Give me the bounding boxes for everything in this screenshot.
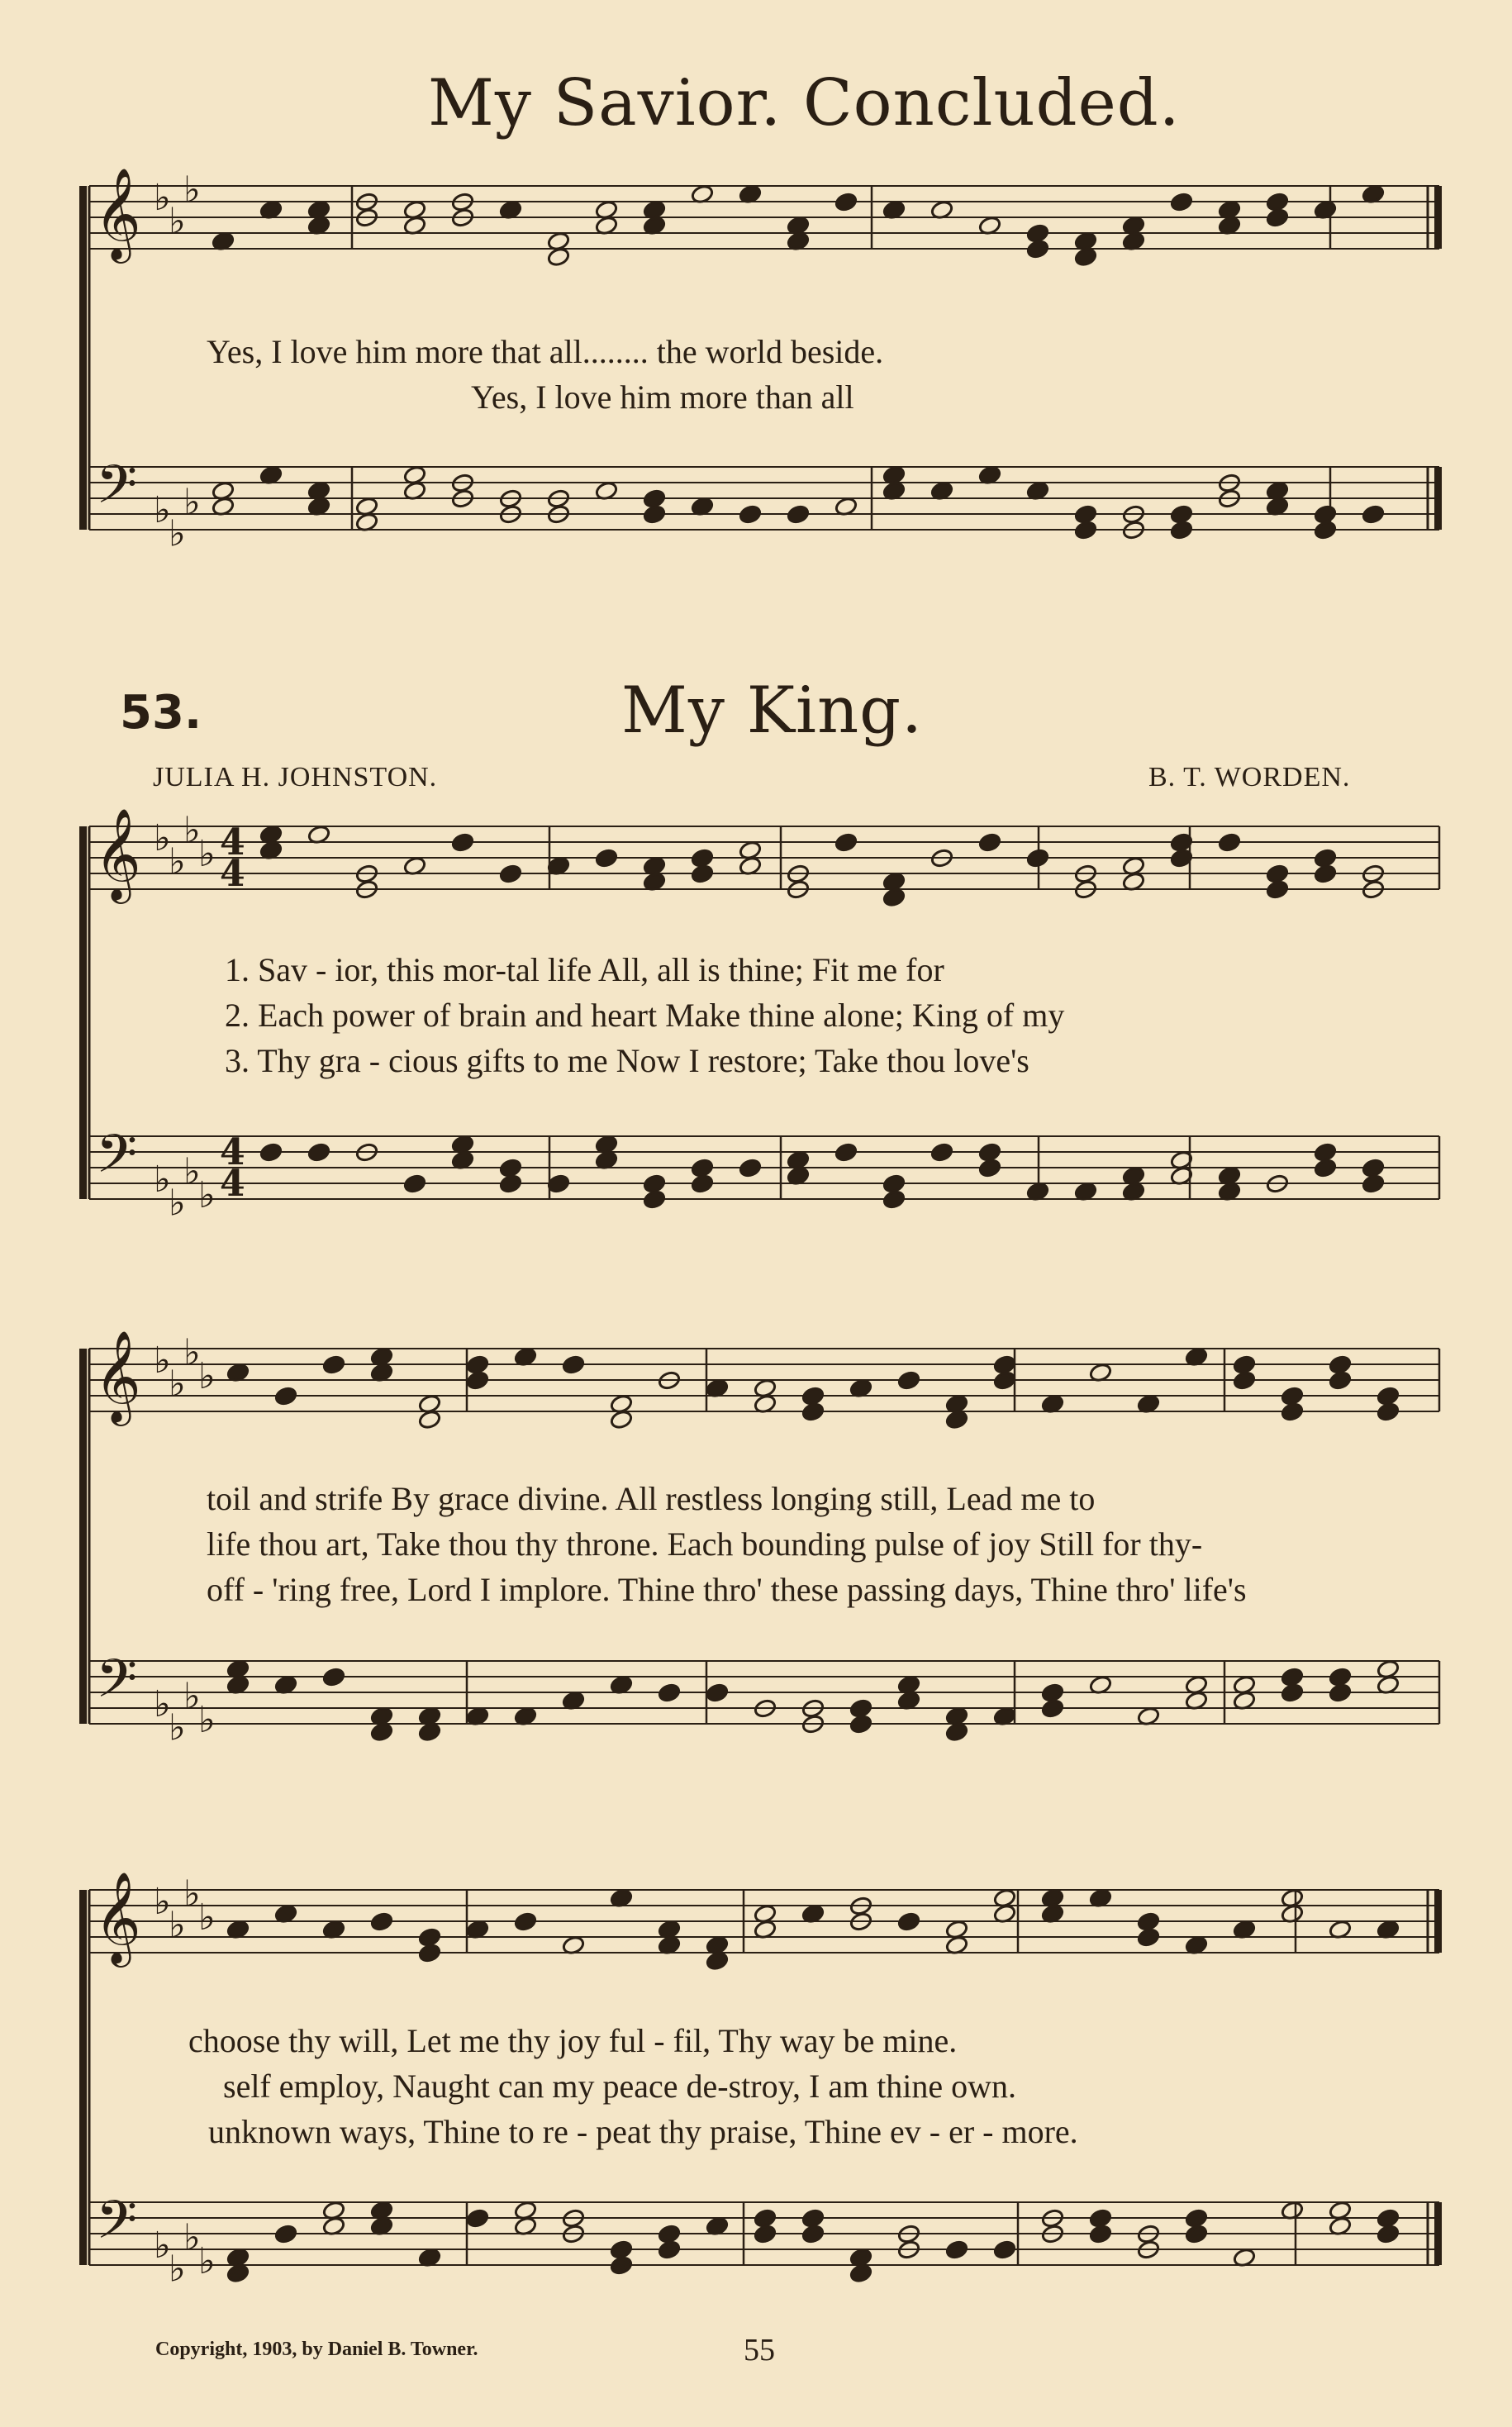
note-head bbox=[610, 1410, 634, 1430]
note-head bbox=[595, 848, 619, 868]
note-head bbox=[897, 1370, 921, 1391]
note-head bbox=[1314, 520, 1338, 540]
note-head bbox=[834, 192, 858, 212]
note-head bbox=[322, 1354, 346, 1375]
treble-clef-icon: 𝄞 bbox=[94, 1330, 141, 1422]
flat-sign: ♭ bbox=[169, 200, 186, 243]
flat-sign: ♭ bbox=[183, 1873, 201, 1915]
flat-sign: ♭ bbox=[198, 1355, 216, 1397]
flat-sign: ♭ bbox=[183, 1331, 201, 1374]
bass-clef-icon: 𝄢 bbox=[96, 1649, 138, 1723]
note-head bbox=[993, 2239, 1017, 2260]
note-head bbox=[978, 1158, 1002, 1178]
note-head bbox=[706, 1951, 730, 1972]
note-head bbox=[466, 1370, 490, 1391]
hymn-number: 53. bbox=[120, 686, 202, 740]
note-head bbox=[801, 2224, 825, 2244]
continuation-title: My Savior. Concluded. bbox=[428, 66, 1181, 140]
system-bracket bbox=[79, 1349, 87, 1724]
treble-clef-icon: 𝄞 bbox=[94, 807, 141, 900]
verse1-line1: 1. Sav - ior, this mor-tal life All, all is thine; Fit me for bbox=[225, 951, 944, 988]
note-head bbox=[1362, 504, 1386, 525]
note-head bbox=[1376, 2224, 1400, 2244]
flat-sign: ♭ bbox=[183, 809, 201, 852]
flat-sign: ♭ bbox=[154, 2225, 171, 2267]
final-barline bbox=[1434, 1890, 1442, 1953]
hymn-title: My King. bbox=[621, 673, 923, 748]
flat-sign: ♭ bbox=[169, 2248, 186, 2291]
flat-sign: ♭ bbox=[169, 512, 186, 555]
note-head bbox=[451, 832, 475, 853]
verse2-line1: 2. Each power of brain and heart Make thine alone; King of my bbox=[225, 997, 1065, 1034]
flat-sign: ♭ bbox=[198, 1174, 216, 1216]
note-head bbox=[274, 2224, 298, 2244]
treble-clef-icon: 𝄞 bbox=[94, 167, 141, 259]
note-head bbox=[1041, 1698, 1065, 1719]
note-head bbox=[1266, 879, 1290, 900]
system-bracket bbox=[79, 186, 87, 530]
note-head bbox=[1218, 832, 1242, 853]
note-head bbox=[1266, 207, 1290, 228]
note-head bbox=[1074, 520, 1098, 540]
note-head bbox=[1170, 192, 1194, 212]
time-signature: 4 bbox=[220, 1131, 245, 1173]
note-head bbox=[643, 1189, 667, 1210]
note-head bbox=[993, 1370, 1017, 1391]
flat-sign: ♭ bbox=[154, 1340, 171, 1382]
note-head bbox=[897, 1911, 921, 1932]
note-head bbox=[739, 1158, 763, 1178]
note-head bbox=[945, 2239, 969, 2260]
flat-sign: ♭ bbox=[198, 1896, 216, 1939]
note-head bbox=[226, 2263, 250, 2284]
note-head bbox=[691, 1173, 715, 1194]
final-barline bbox=[1434, 2202, 1442, 2265]
note-head bbox=[658, 1682, 682, 1703]
verse2-line2: life thou art, Take thou thy throne. Each bounding pulse of joy Still for thy- bbox=[207, 1525, 1203, 1563]
note-head bbox=[658, 2239, 682, 2260]
copyright-notice: Copyright, 1903, by Daniel B. Towner. bbox=[155, 2339, 478, 2360]
flat-sign: ♭ bbox=[169, 1363, 186, 1406]
flat-sign: ♭ bbox=[154, 1881, 171, 1923]
flat-sign: ♭ bbox=[169, 1904, 186, 1947]
note-head bbox=[418, 1943, 442, 1963]
time-signature: 4 bbox=[220, 821, 245, 864]
flat-sign: ♭ bbox=[183, 1150, 201, 1193]
savior-lyric-line-1: Yes, I love him more that all........ the world beside. bbox=[207, 333, 884, 370]
note-head bbox=[1314, 864, 1338, 884]
note-head bbox=[882, 888, 906, 908]
bass-clef-icon: 𝄢 bbox=[96, 2190, 138, 2264]
system-bracket bbox=[79, 1890, 87, 2265]
note-head bbox=[1376, 1401, 1400, 1422]
note-head bbox=[834, 1142, 858, 1163]
flat-sign: ♭ bbox=[198, 2240, 216, 2282]
note-head bbox=[370, 1911, 394, 1932]
note-head bbox=[1137, 1927, 1161, 1948]
note-head bbox=[849, 2263, 873, 2284]
hymn-author: JULIA H. JOHNSTON. bbox=[153, 762, 438, 792]
note-head bbox=[322, 1667, 346, 1687]
note-head bbox=[259, 1142, 283, 1163]
note-head bbox=[691, 864, 715, 884]
flat-sign: ♭ bbox=[198, 833, 216, 875]
note-head bbox=[1026, 239, 1050, 259]
note-head bbox=[643, 504, 667, 525]
note-head bbox=[418, 1722, 442, 1743]
note-head bbox=[1329, 1370, 1353, 1391]
note-head bbox=[403, 1173, 427, 1194]
flat-sign: ♭ bbox=[183, 1675, 201, 1718]
flat-sign: ♭ bbox=[169, 1706, 186, 1749]
bass-clef-icon: 𝄢 bbox=[96, 454, 138, 529]
final-barline bbox=[1434, 467, 1442, 530]
note-head bbox=[1314, 1158, 1338, 1178]
note-head bbox=[1170, 520, 1194, 540]
note-head bbox=[801, 1401, 825, 1422]
note-head bbox=[1329, 1682, 1353, 1703]
note-head bbox=[834, 832, 858, 853]
note-head bbox=[1281, 1401, 1305, 1422]
note-head bbox=[945, 1410, 969, 1430]
flat-sign: ♭ bbox=[154, 817, 171, 859]
note-head bbox=[706, 1682, 730, 1703]
note-head bbox=[370, 1722, 394, 1743]
system-bracket bbox=[79, 826, 87, 1199]
note-head bbox=[499, 1173, 523, 1194]
note-head bbox=[787, 504, 811, 525]
flat-sign: ♭ bbox=[183, 169, 201, 212]
flat-sign: ♭ bbox=[154, 489, 171, 531]
savior-lyric-line-2: Yes, I love him more than all bbox=[471, 378, 854, 416]
note-head bbox=[739, 504, 763, 525]
verse1-line3: choose thy will, Let me thy joy ful - fil, Thy way be mine. bbox=[188, 2022, 958, 2059]
note-head bbox=[754, 2224, 777, 2244]
note-head bbox=[978, 832, 1002, 853]
flat-sign: ♭ bbox=[154, 1683, 171, 1725]
flat-sign: ♭ bbox=[169, 1182, 186, 1225]
flat-sign: ♭ bbox=[169, 840, 186, 883]
note-head bbox=[514, 1911, 538, 1932]
verse2-line3: self employ, Naught can my peace de-stroy, I am thine own. bbox=[223, 2068, 1017, 2105]
note-head bbox=[307, 1142, 331, 1163]
note-head bbox=[930, 1142, 954, 1163]
note-head bbox=[466, 2208, 490, 2229]
flat-sign: ♭ bbox=[183, 2216, 201, 2259]
verse3-line3: unknown ways, Thine to re - peat thy praise, Thine ev - er - more. bbox=[208, 2113, 1078, 2150]
final-barline bbox=[1434, 186, 1442, 249]
note-head bbox=[1074, 247, 1098, 268]
note-head bbox=[945, 1722, 969, 1743]
note-head bbox=[1362, 1173, 1386, 1194]
note-head bbox=[882, 1189, 906, 1210]
flat-sign: ♭ bbox=[198, 1699, 216, 1741]
time-signature: 4 bbox=[220, 1163, 245, 1205]
verse3-line1: 3. Thy gra - cious gifts to me Now I restore; Take thou love's bbox=[225, 1042, 1029, 1079]
bass-clef-icon: 𝄢 bbox=[96, 1124, 138, 1198]
note-head bbox=[499, 864, 523, 884]
page-number: 55 bbox=[744, 2333, 775, 2368]
note-head bbox=[849, 1714, 873, 1735]
time-signature: 4 bbox=[220, 853, 245, 895]
flat-sign: ♭ bbox=[154, 1159, 171, 1201]
note-head bbox=[562, 1354, 586, 1375]
verse3-line2: off - 'ring free, Lord I implore. Thine thro' these passing days, Thine thro' life's bbox=[207, 1571, 1247, 1608]
note-head bbox=[1026, 848, 1050, 868]
note-head bbox=[274, 1386, 298, 1406]
flat-sign: ♭ bbox=[154, 177, 171, 219]
note-head bbox=[547, 247, 571, 268]
note-head bbox=[418, 1410, 442, 1430]
hymn-composer: B. T. WORDEN. bbox=[1148, 762, 1351, 792]
note-head bbox=[1233, 1370, 1257, 1391]
note-head bbox=[1281, 1682, 1305, 1703]
flat-sign: ♭ bbox=[183, 481, 201, 524]
note-head bbox=[1089, 2224, 1113, 2244]
note-head bbox=[610, 2255, 634, 2276]
verse1-line2: toil and strife By grace divine. All restless longing still, Lead me to bbox=[207, 1480, 1096, 1517]
treble-clef-icon: 𝄞 bbox=[94, 1871, 141, 1963]
note-head bbox=[1185, 2224, 1209, 2244]
